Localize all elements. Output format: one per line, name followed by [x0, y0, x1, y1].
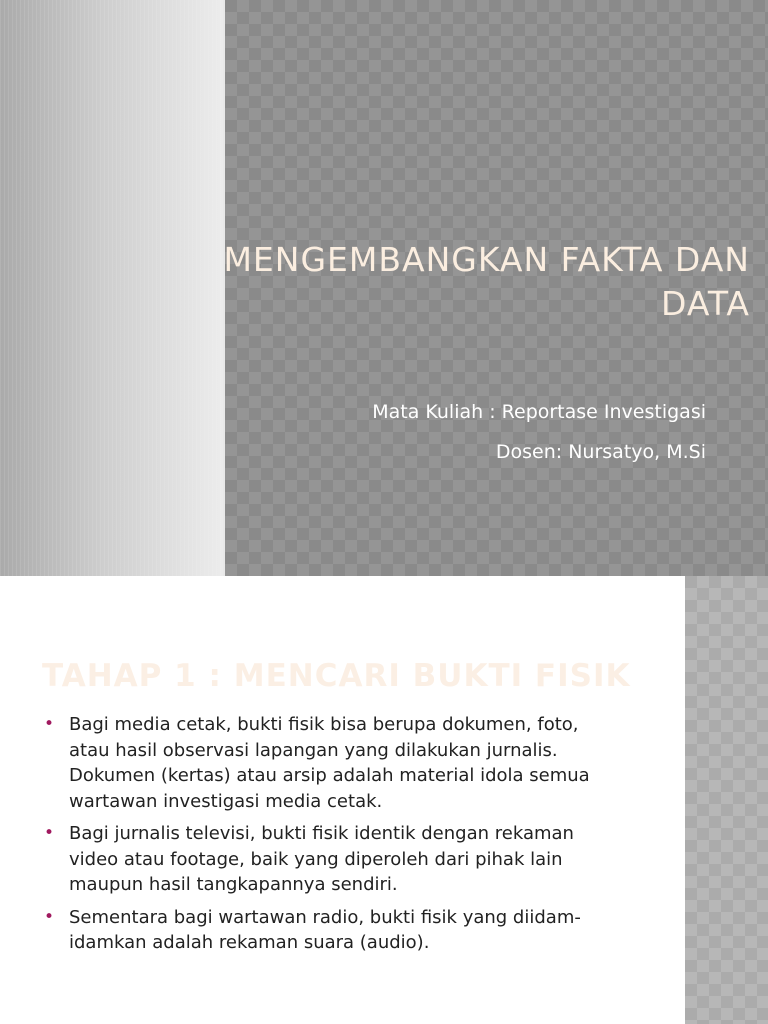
- bullet-line: video atau footage, baik yang diperoleh dari pihak lain: [69, 848, 563, 870]
- title-line: MENGEMBANGKAN FAKTA DAN: [223, 240, 750, 279]
- list-item: [42, 905, 642, 956]
- lecturer-name: Dosen: Nursatyo, M.Si: [495, 441, 706, 463]
- bullet-line: atau hasil observasi lapangan yang dilakukan jurnalis.: [69, 739, 558, 761]
- bullet-line: wartawan investigasi media cetak.: [69, 790, 383, 812]
- bullet-line: maupun hasil tangkapannya sendiri.: [69, 874, 398, 895]
- patterned-side-strip: [685, 576, 768, 1024]
- course-name: Mata Kuliah : Reportase Investigasi: [372, 401, 706, 423]
- slide-heading: TAHAP 1 : MENCARI BUKTI FISIK: [42, 658, 631, 694]
- slide-title: [190, 238, 750, 326]
- list-item: [42, 821, 642, 898]
- slide-subtitle: [206, 400, 706, 480]
- bullet-line: Bagi media cetak, bukti fisik bisa berupa dokumen, foto,: [69, 714, 579, 735]
- bullet-line: Sementara bagi wartawan radio, bukti fisik yang diidam-: [69, 906, 581, 928]
- bullet-list: [42, 712, 642, 963]
- bullet-line: Dokumen (kertas) atau arsip adalah material idola semua: [69, 765, 590, 786]
- bullet-line: Bagi jurnalis televisi, bukti fisik identik dengan rekaman: [69, 823, 574, 844]
- bullet-line: idamkan adalah rekaman suara (audio).: [69, 932, 430, 953]
- title-line: DATA: [660, 284, 750, 323]
- bullet-icon: •: [44, 906, 55, 927]
- list-item: [42, 712, 642, 814]
- bullet-icon: •: [44, 823, 55, 843]
- content-slide: [0, 576, 768, 1024]
- bullet-icon: •: [44, 714, 55, 734]
